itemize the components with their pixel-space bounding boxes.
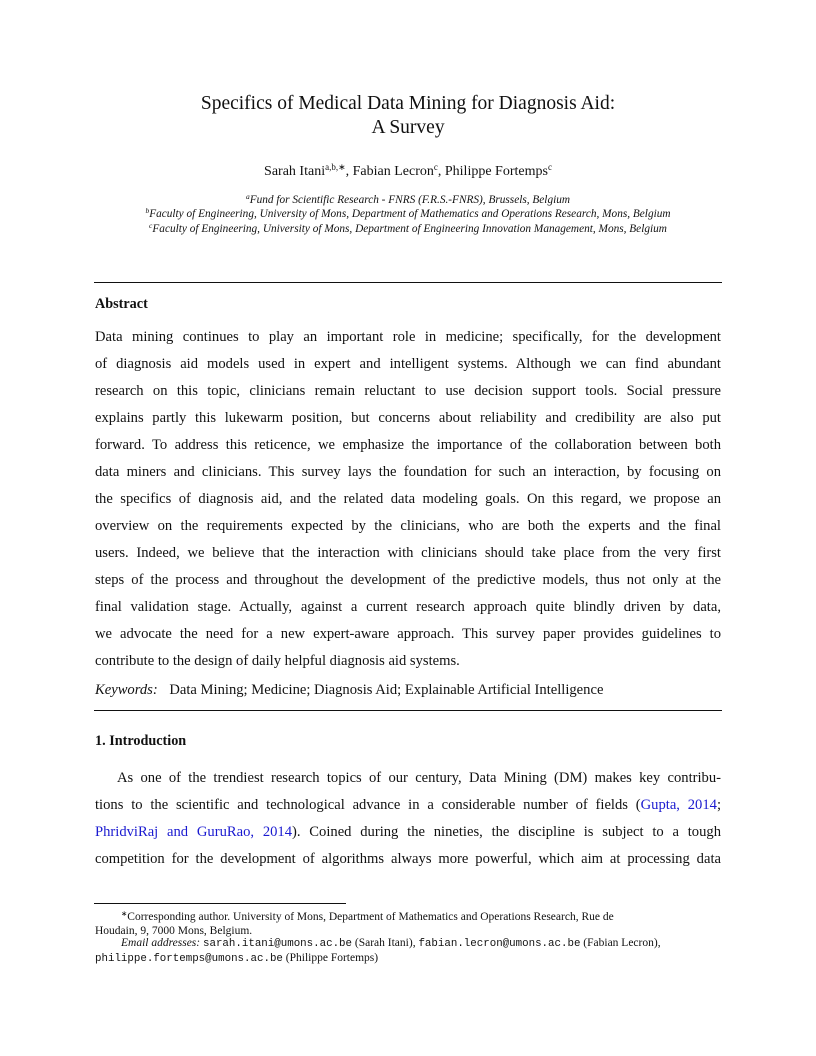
- abstract-line: overview on the requirements expected by the clinicians, who are both the experts and the final: [95, 518, 721, 534]
- footnote-rule: [94, 903, 346, 904]
- footnote-line: [95, 951, 725, 966]
- author-affiliation-marks: a,b,∗: [325, 162, 346, 172]
- author-separator: ,: [345, 164, 353, 179]
- abstract-body: [95, 324, 721, 675]
- abstract-heading: Abstract: [95, 296, 148, 312]
- author-name: Fabian Lecron: [352, 164, 434, 179]
- affiliation-c: [0, 221, 816, 235]
- affiliation-text: Faculty of Engineering, University of Mons, Department of Mathematics and Operations Research, Mons, Belgium: [149, 208, 671, 220]
- abstract-line: Data mining continues to play an important role in medicine; specifically, for the development: [95, 329, 721, 345]
- footnote-line: Houdain, 9, 7000 Mons, Belgium.: [95, 925, 253, 937]
- intro-text: tions to the scientific and technological advance in a considerable number of fields (: [95, 797, 641, 813]
- email-owner: (Philippe Fortemps): [285, 952, 379, 964]
- abstract-bottom-rule: [94, 710, 722, 711]
- affiliation-text: Faculty of Engineering, University of Mons, Department of Engineering Innovation Management, Mons, Belgium: [152, 223, 667, 235]
- email-owner: (Sarah Itani): [354, 937, 413, 949]
- abstract-line: the specifics of diagnosis aid, and the related data modeling goals. On this regard, we propose an: [95, 491, 721, 507]
- footnote-line: Email addresses: sarah.itani@umons.ac.be (Sarah Itani), fabian.lecron@umons.ac.be (Fabian Lecron),: [121, 937, 661, 950]
- affiliation-mark: b: [145, 206, 150, 215]
- affiliation-a: [0, 192, 816, 206]
- author-list: [0, 162, 816, 180]
- abstract-line: data miners and clinicians. This survey lays the foundation for such an interaction, by focusing on: [95, 464, 721, 480]
- author-separator: ,: [437, 164, 445, 179]
- author-name: Philippe Fortemps: [444, 164, 548, 179]
- intro-line: competition for the development of algorithms always more powerful, which aim at processing data: [95, 851, 721, 867]
- paper-title-line-1: Specifics of Medical Data Mining for Diagnosis Aid:: [200, 93, 616, 114]
- intro-line: [95, 792, 721, 819]
- keywords-text: Data Mining; Medicine; Diagnosis Aid; Explainable Artificial Intelligence: [169, 682, 604, 698]
- intro-line: [95, 819, 721, 846]
- author-affiliation-marks: c: [547, 162, 552, 172]
- abstract-line: explains partly this lukewarm position, but concerns about reliability and credibility are also put: [95, 410, 721, 426]
- affiliation-mark: c: [149, 221, 153, 230]
- abstract-line: forward. To address this reticence, we emphasize the importance of the collaboration between both: [95, 437, 721, 453]
- citation-link-phridviraj[interactable]: PhridviRaj and GuruRao, 2014: [95, 824, 293, 840]
- affiliation-text: Fund for Scientific Research - FNRS (F.R.S.-FNRS), Brussels, Belgium: [249, 194, 571, 206]
- email-link-lecron[interactable]: fabian.lecron@umons.ac.be: [418, 938, 581, 950]
- abstract-line: of diagnosis aid models used in expert and intelligent systems. Although we can find abundant: [95, 356, 721, 372]
- footnote-text: Corresponding author. University of Mons, Department of Mathematics and Operations Research, Rue de: [127, 911, 614, 923]
- footnote-emails: [95, 936, 725, 966]
- email-link-fortemps[interactable]: philippe.fortemps@umons.ac.be: [95, 953, 283, 965]
- abstract-line: users. Indeed, we believe that the interaction with clinicians should take place from the very first: [95, 545, 721, 561]
- introduction-heading: 1. Introduction: [95, 733, 187, 749]
- author-name: Sarah Itani: [264, 164, 326, 179]
- abstract-top-rule: [94, 282, 722, 283]
- introduction-body: [95, 765, 721, 873]
- abstract-line: final validation stage. Actually, against a current research approach quite blindly driven by data,: [95, 599, 721, 615]
- email-owner: (Fabian Lecron),: [583, 937, 661, 949]
- author-affiliation-marks: c: [433, 162, 438, 172]
- intro-line: As one of the trendiest research topics of our century, Data Mining (DM) makes key contribu-: [117, 770, 721, 786]
- footnote-corresponding-author: [95, 907, 725, 938]
- affiliation-mark: a: [245, 192, 250, 201]
- footnote-line: [95, 907, 725, 924]
- abstract-line: we advocate the need for a new expert-aware approach. This survey paper provides guidelines to: [95, 626, 721, 642]
- paper-title-line-2: A Survey: [371, 117, 445, 138]
- email-link-itani[interactable]: sarah.itani@umons.ac.be: [202, 938, 353, 950]
- intro-text: ). Coined during the nineties, the discipline is subject to a tough: [292, 824, 721, 840]
- affiliation-b: [0, 206, 816, 220]
- footnote-mark: ∗: [121, 909, 128, 918]
- intro-text: ;: [716, 797, 721, 813]
- abstract-line: research on this topic, clinicians remain reluctant to use decision support tools. Social pressure: [95, 383, 721, 399]
- abstract-line: steps of the process and throughout the development of the predictive models, thus not only at the: [95, 572, 721, 588]
- abstract-line: contribute to the design of daily helpful diagnosis aid systems.: [95, 653, 460, 669]
- keywords: [95, 682, 603, 699]
- email-label: Email addresses:: [121, 937, 201, 949]
- keywords-label: Keywords:: [95, 682, 158, 698]
- citation-link-gupta[interactable]: Gupta, 2014: [640, 797, 717, 813]
